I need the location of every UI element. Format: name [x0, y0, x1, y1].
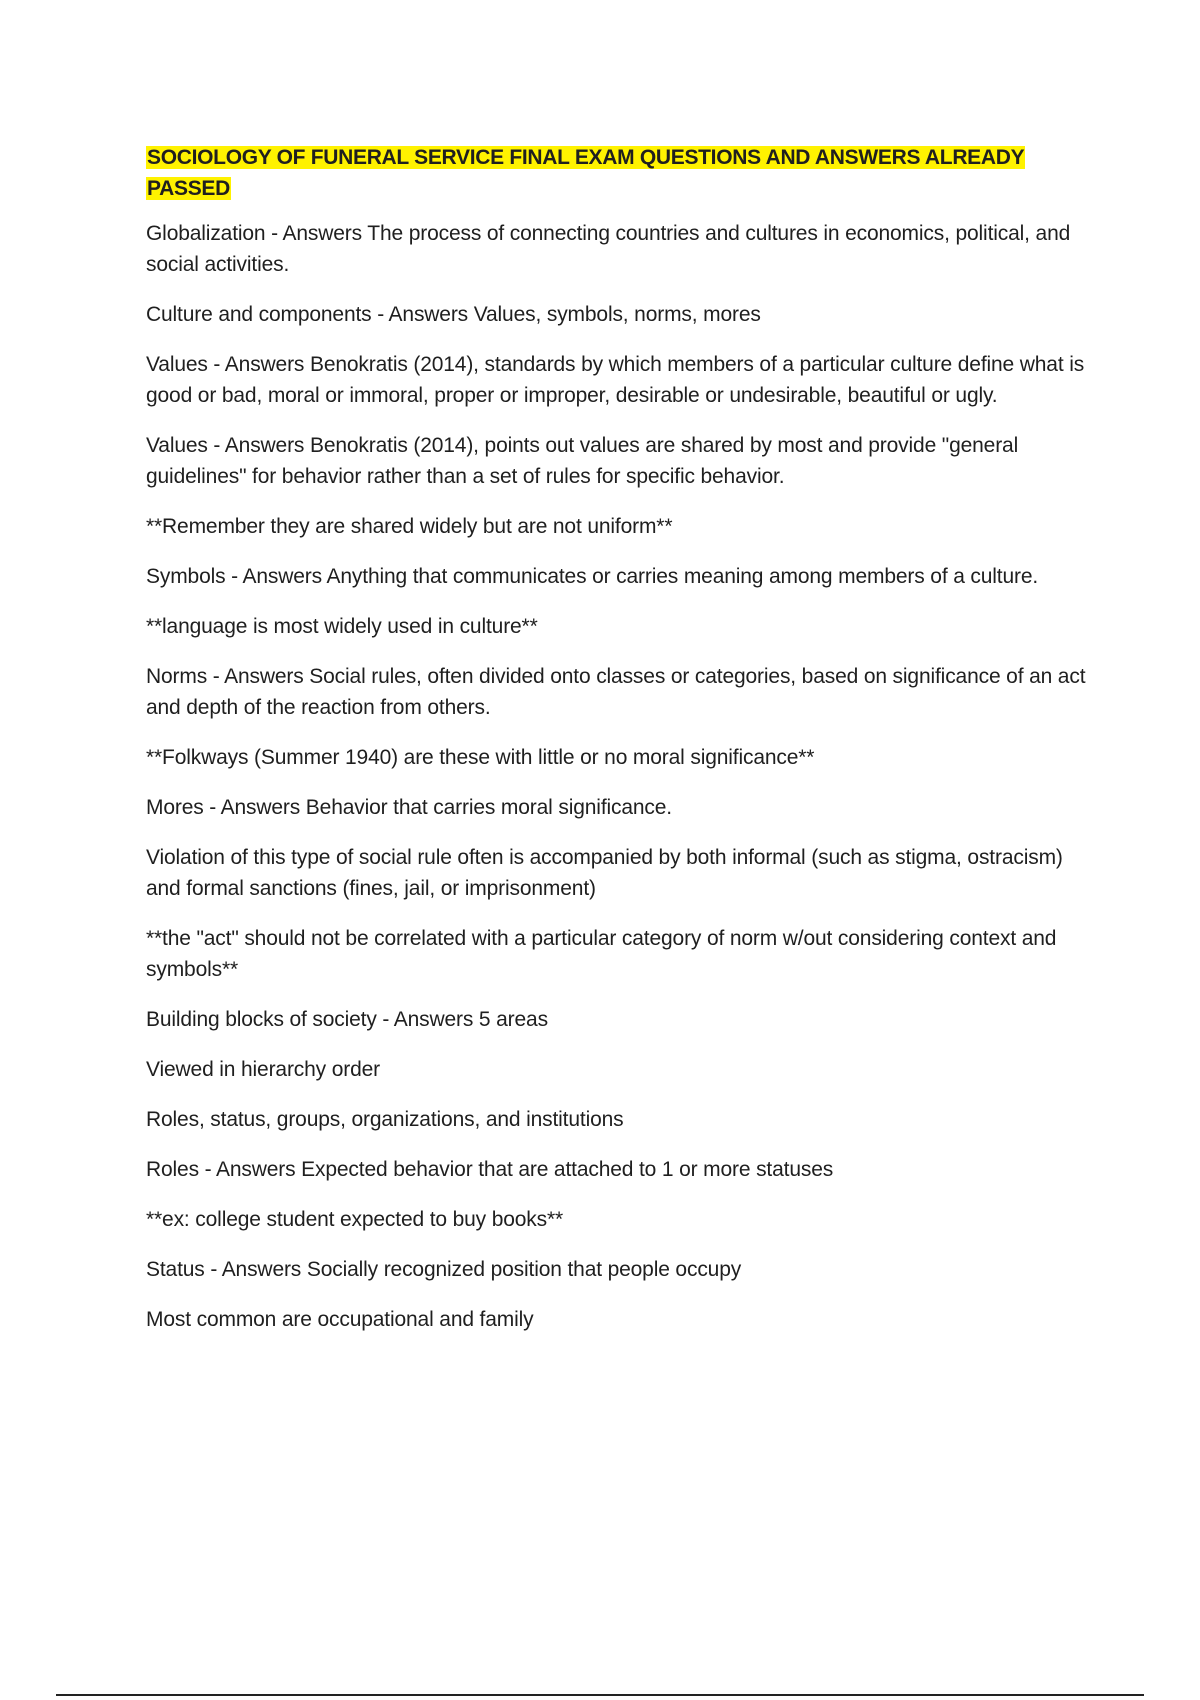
paragraph-values-definition: Values - Answers Benokratis (2014), standards by which members of a particular culture define what is good or bad, moral or immoral, proper or improper, desirable or undesirable, beautiful or ugly. — [146, 353, 1085, 407]
paragraph-culture-components: Culture and components - Answers Values, symbols, norms, mores — [146, 303, 761, 326]
paragraph-hierarchy: Viewed in hierarchy order — [146, 1058, 380, 1081]
paragraph-globalization: Globalization - Answers The process of connecting countries and cultures in economics, political, and social activities. — [146, 222, 1071, 276]
note-language: **language is most widely used in culture** — [146, 615, 538, 638]
paragraph-building-blocks: Building blocks of society - Answers 5 areas — [146, 1008, 548, 1031]
note-folkways: **Folkways (Summer 1940) are these with little or no moral significance** — [146, 746, 815, 769]
paragraph-roles: Roles - Answers Expected behavior that are attached to 1 or more statuses — [146, 1158, 834, 1181]
note-college-example: **ex: college student expected to buy books** — [146, 1208, 564, 1231]
paragraph-violation: Violation of this type of social rule often is accompanied by both informal (such as stigma, ostracism) and formal sanctions (fines, jail, or imprisonment) — [146, 846, 1063, 900]
paragraph-values-guidelines: Values - Answers Benokratis (2014), points out values are shared by most and provide "general guidelines" for behavior rather than a set of rules for specific behavior. — [146, 434, 1019, 488]
paragraph-status: Status - Answers Socially recognized position that people occupy — [146, 1258, 742, 1281]
highlighted-title-text: SOCIOLOGY OF FUNERAL SERVICE FINAL EXAM QUESTIONS AND ANSWERS ALREADY PASSED — [147, 146, 1025, 200]
paragraph-mores: Mores - Answers Behavior that carries moral significance. — [146, 796, 672, 819]
paragraph-common-status: Most common are occupational and family — [146, 1308, 534, 1331]
paragraph-norms: Norms - Answers Social rules, often divided onto classes or categories, based on significance of an act and depth of the reaction from others. — [146, 665, 1086, 719]
note-values-shared: **Remember they are shared widely but are not uniform** — [146, 515, 673, 538]
document-title — [146, 142, 1096, 204]
page-bottom-rule — [56, 1694, 1144, 1696]
note-act-context: **the "act" should not be correlated with a particular category of norm w/out considering context and symbols** — [146, 927, 1057, 981]
paragraph-symbols: Symbols - Answers Anything that communicates or carries meaning among members of a culture. — [146, 565, 1039, 588]
document-body — [146, 142, 1096, 1354]
paragraph-areas-list: Roles, status, groups, organizations, and institutions — [146, 1108, 624, 1131]
